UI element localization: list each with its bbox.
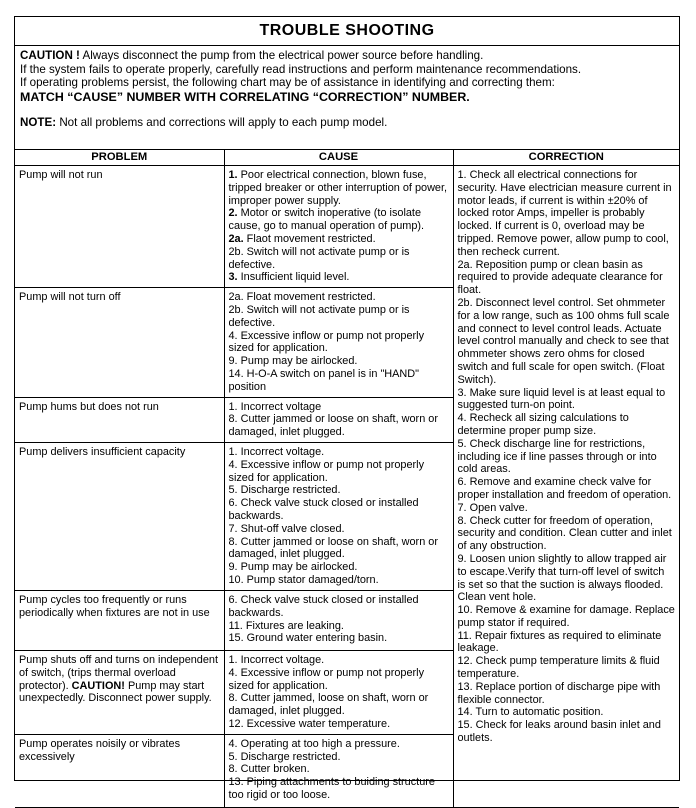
- header-problem: PROBLEM: [15, 150, 224, 166]
- cause-text: Cutter broken.: [240, 763, 310, 776]
- cause-text: Incorrect voltage.: [240, 445, 325, 458]
- correction-number: 14.: [457, 706, 473, 719]
- cause-number: 5.: [228, 750, 238, 763]
- caution-label: CAUTION !: [20, 49, 80, 62]
- intro-line-2: If the system fails to operate properly, carefully read instructions and perform maintenance recommendations.: [20, 62, 582, 76]
- table-row: [15, 166, 679, 288]
- cause-text: H-O-A switch on panel is in "HAND" position: [228, 367, 420, 393]
- cause-text: Check valve stuck closed or installed backwards.: [228, 497, 419, 522]
- cause-number: 7.: [228, 522, 238, 535]
- cause-text: Piping attachments to buiding structure too rigid or too loose.: [228, 776, 435, 801]
- correction-number: 13.: [457, 680, 473, 693]
- cause-number: 2.: [228, 207, 238, 220]
- problem-text: Pump delivers insufficient capacity: [19, 445, 186, 458]
- cause-text: Switch will not activate pump or is defective.: [228, 245, 410, 271]
- cause-item: [229, 654, 449, 667]
- cause-number: 11.: [228, 619, 243, 632]
- cause-item: [229, 355, 449, 368]
- correction-number: 15.: [457, 719, 473, 732]
- correction-text: Disconnect level control. Set ohmmeter for a low range, such as 100 ohms full scale and connect to level control leads. Actuate level control manually and check to see that ohmmeter shows zero ohms for closed switch and full scale for open switch. (Float Switch).: [457, 296, 670, 386]
- correction-text: Remove & examine for damage. Replace pump stator if required.: [457, 604, 675, 629]
- cause-item: [229, 413, 449, 439]
- cause-number: 8.: [228, 413, 238, 426]
- cause-number: 4.: [228, 458, 238, 471]
- cause-text: Pump may be airlocked.: [240, 355, 358, 368]
- cause-text: Excessive water temperature.: [246, 717, 391, 730]
- cause-cell: [224, 442, 453, 590]
- cause-number: 2b.: [228, 303, 244, 316]
- cause-item: [229, 574, 449, 587]
- problem-text: Pump shuts off and turns on independent of switch, (trips thermal overload protector).: [19, 653, 218, 692]
- cause-number: 2b.: [228, 245, 244, 258]
- cause-cell: [224, 288, 453, 397]
- problem-cell: [15, 442, 224, 590]
- cause-text: Cutter jammed or loose on shaft, worn or damaged, inlet plugged.: [228, 535, 438, 561]
- cause-number: 9.: [228, 561, 238, 574]
- cause-item: [229, 763, 449, 776]
- correction-number: 10.: [457, 604, 473, 617]
- match-instruction: MATCH “CAUSE” NUMBER WITH CORRELATING “CORRECTION” NUMBER.: [20, 89, 470, 104]
- correction-number: 11.: [457, 629, 472, 642]
- cause-item: [229, 459, 449, 485]
- correction-item: [458, 604, 676, 630]
- correction-text: Remove and examine check valve for proper installation and freedom of operation.: [457, 476, 672, 501]
- cause-cell: [224, 397, 453, 442]
- correction-number: 1.: [457, 169, 467, 181]
- correction-number: 9.: [457, 552, 467, 565]
- correction-item: [458, 259, 676, 297]
- cause-item: [229, 692, 449, 718]
- correction-text: Check for leaks around basin inlet and outlets.: [457, 719, 661, 745]
- cause-number: 15.: [228, 632, 244, 645]
- cause-item: [229, 738, 449, 751]
- cause-cell: [224, 166, 453, 288]
- cause-number: 2a.: [228, 232, 244, 245]
- cause-item: [229, 718, 449, 731]
- correction-number: 4.: [457, 412, 467, 425]
- correction-item: [458, 681, 676, 707]
- correction-number: 8.: [457, 514, 467, 527]
- cause-item: [229, 594, 449, 620]
- cause-cell: [224, 734, 453, 807]
- cause-item: [229, 207, 449, 233]
- cause-text: Float movement restricted.: [246, 291, 376, 304]
- cause-item: [229, 632, 449, 645]
- correction-item: [458, 412, 676, 438]
- correction-number: 3.: [457, 386, 467, 399]
- cause-text: Pump stator damaged/torn.: [246, 573, 379, 586]
- cause-item: [229, 667, 449, 693]
- cause-text: Excessive inflow or pump not properly sized for application.: [228, 329, 425, 355]
- cause-number: 14.: [228, 367, 244, 380]
- problem-text: Pump cycles too frequently or runs periodically when fixtures are not in use: [19, 593, 210, 619]
- cause-text: Motor or switch inoperative (to isolate cause, go to manual operation of pump).: [228, 207, 425, 233]
- cause-number: 13.: [228, 776, 244, 789]
- cause-number: 1.: [228, 445, 238, 458]
- cause-text: Fixtures are leaking.: [245, 619, 344, 632]
- correction-number: 2b.: [457, 296, 473, 309]
- cause-item: [229, 751, 449, 764]
- correction-text: Check all electrical connections for security. Have electrician measure current in motor leads, if current is within ±20% of locked rotor Amps, impeller is probably locked. If current is 0, overload may be tripped. Remove power, allow pump to cool, then recheck current.: [457, 169, 672, 258]
- correction-number: 5.: [457, 437, 467, 450]
- problem-cell: [15, 397, 224, 442]
- correction-item: [458, 297, 676, 387]
- cause-number: 9.: [228, 355, 238, 368]
- correction-item: [458, 553, 676, 604]
- caution-line: [20, 49, 674, 63]
- cause-item: [229, 271, 449, 284]
- cause-number: 1.: [228, 400, 238, 413]
- cause-number: 6.: [228, 593, 238, 606]
- cause-text: Excessive inflow or pump not properly sized for application.: [228, 666, 425, 692]
- cause-item: [229, 497, 449, 523]
- problem-text: Pump hums but does not run: [19, 400, 159, 413]
- correction-text: Loosen union slightly to allow trapped air to escape.Verify that turn-off level of switch is set so that the suction is always flooded. Clean vent hole.: [457, 552, 667, 604]
- cause-text: Pump may be airlocked.: [240, 561, 358, 574]
- problem-text: Pump operates noisily or vibrates excessively: [19, 737, 181, 763]
- cause-item: [229, 776, 449, 802]
- problem-cell: [15, 650, 224, 734]
- cause-text: Ground water entering basin.: [246, 632, 388, 645]
- cause-number: 10.: [228, 573, 244, 586]
- cause-number: 2a.: [228, 291, 244, 304]
- correction-text: Check cutter for freedom of operation, security and condition. Clean cutter and inlet of any obstruction.: [457, 514, 672, 553]
- correction-number: 2a.: [457, 258, 473, 271]
- cause-text: Incorrect voltage.: [240, 653, 325, 666]
- correction-text: Open valve.: [469, 501, 528, 514]
- problem-caution: CAUTION!: [71, 679, 125, 692]
- note-line: [20, 116, 674, 130]
- cause-text: Incorrect voltage: [240, 400, 322, 413]
- cause-text: Flaot movement restricted.: [246, 232, 376, 245]
- cause-text: Discharge restricted.: [240, 484, 341, 497]
- cause-item: [229, 304, 449, 330]
- correction-item: [458, 476, 676, 502]
- problem-cell: [15, 734, 224, 807]
- caution-text: Always disconnect the pump from the electrical power source before handling.: [82, 49, 484, 62]
- cause-text: Check valve stuck closed or installed backwards.: [228, 593, 419, 619]
- cause-item: [229, 246, 449, 272]
- correction-text: Replace portion of discharge pipe with flexible connector.: [457, 680, 661, 706]
- cause-number: 8.: [228, 763, 238, 776]
- page-title: TROUBLE SHOOTING: [15, 17, 679, 46]
- problem-text: Pump will not turn off: [19, 291, 121, 304]
- cause-text: Operating at too high a pressure.: [240, 737, 400, 750]
- correction-item: [458, 515, 676, 553]
- problem-cell: [15, 288, 224, 397]
- cause-text: Switch will not activate pump or is defective.: [228, 303, 410, 329]
- troubleshooting-chart: [14, 16, 680, 801]
- cause-text: Discharge restricted.: [240, 750, 341, 763]
- cause-item: [229, 169, 449, 207]
- cause-number: 3.: [228, 271, 238, 284]
- cause-number: 6.: [228, 497, 238, 510]
- cause-item: [229, 401, 449, 414]
- intro-line-3: If operating problems persist, the following chart may be of assistance in identifying and correcting them:: [20, 76, 555, 90]
- correction-cell: [453, 166, 679, 808]
- correction-text: Repair fixtures as required to eliminate leakage.: [457, 629, 662, 655]
- problem-cell: [15, 590, 224, 650]
- cause-number: 4.: [228, 666, 238, 679]
- correction-item: [458, 169, 676, 259]
- cause-text: Insufficient liquid level.: [240, 271, 350, 284]
- cause-item: [229, 233, 449, 246]
- cause-item: [229, 446, 449, 459]
- header-correction: CORRECTION: [453, 150, 679, 166]
- cause-text: Excessive inflow or pump not properly sized for application.: [228, 458, 425, 484]
- problem-cell: [15, 166, 224, 288]
- correction-text: Check pump temperature limits & fluid temperature.: [457, 655, 660, 681]
- cause-item: [229, 330, 449, 356]
- cause-text: Shut-off valve closed.: [240, 522, 345, 535]
- cause-number: 1.: [228, 169, 238, 181]
- correction-text: Turn to automatic position.: [475, 706, 604, 719]
- correction-item: [458, 438, 676, 476]
- cause-number: 4.: [228, 329, 238, 342]
- cause-cell: [224, 650, 453, 734]
- cause-item: [229, 620, 449, 633]
- correction-item: [458, 502, 676, 515]
- header-cause: CAUSE: [224, 150, 453, 166]
- correction-number: 7.: [457, 501, 467, 514]
- correction-item: [458, 719, 676, 745]
- problem-text: Pump will not run: [19, 169, 103, 181]
- note-text: Not all problems and corrections will apply to each pump model.: [59, 116, 388, 130]
- cause-number: 1.: [228, 653, 238, 666]
- correction-number: 12.: [457, 655, 473, 668]
- cause-item: [229, 561, 449, 574]
- correction-text: Recheck all sizing calculations to determine proper pump size.: [457, 412, 629, 437]
- correction-text: Check discharge line for restrictions, including ice if line passes through or into cold areas.: [457, 437, 657, 476]
- intro-section: [15, 46, 679, 149]
- cause-number: 4.: [228, 737, 238, 750]
- correction-item: [458, 655, 676, 681]
- cause-item: [229, 523, 449, 536]
- cause-item: [229, 291, 449, 304]
- cause-number: 8.: [228, 535, 238, 548]
- table-header-row: [15, 150, 679, 166]
- cause-cell: [224, 590, 453, 650]
- correction-item: [458, 630, 676, 656]
- troubleshooting-table: [15, 149, 679, 808]
- correction-number: 6.: [457, 476, 467, 489]
- cause-text: Cutter jammed, loose on shaft, worn or damaged, inlet plugged.: [228, 692, 429, 718]
- cause-text: Cutter jammed or loose on shaft, worn or damaged, inlet plugged.: [228, 413, 438, 439]
- cause-number: 8.: [228, 692, 238, 705]
- cause-item: [229, 484, 449, 497]
- correction-item: [458, 706, 676, 719]
- cause-item: [229, 536, 449, 562]
- correction-text: Make sure liquid level is at least equal to suggested turn-on point.: [457, 386, 666, 412]
- cause-number: 12.: [228, 717, 244, 730]
- note-label: NOTE:: [20, 116, 57, 130]
- cause-number: 5.: [228, 484, 238, 497]
- cause-text: Poor electrical connection, blown fuse, tripped breaker or other interruption of power, improper power supply.: [228, 169, 448, 207]
- correction-text: Reposition pump or clean basin as required to provide adequate clearance for float.: [457, 258, 663, 297]
- correction-item: [458, 387, 676, 413]
- problem-caution-text: Pump may start unexpectedly. Disconnect power supply.: [19, 679, 212, 705]
- cause-item: [229, 368, 449, 394]
